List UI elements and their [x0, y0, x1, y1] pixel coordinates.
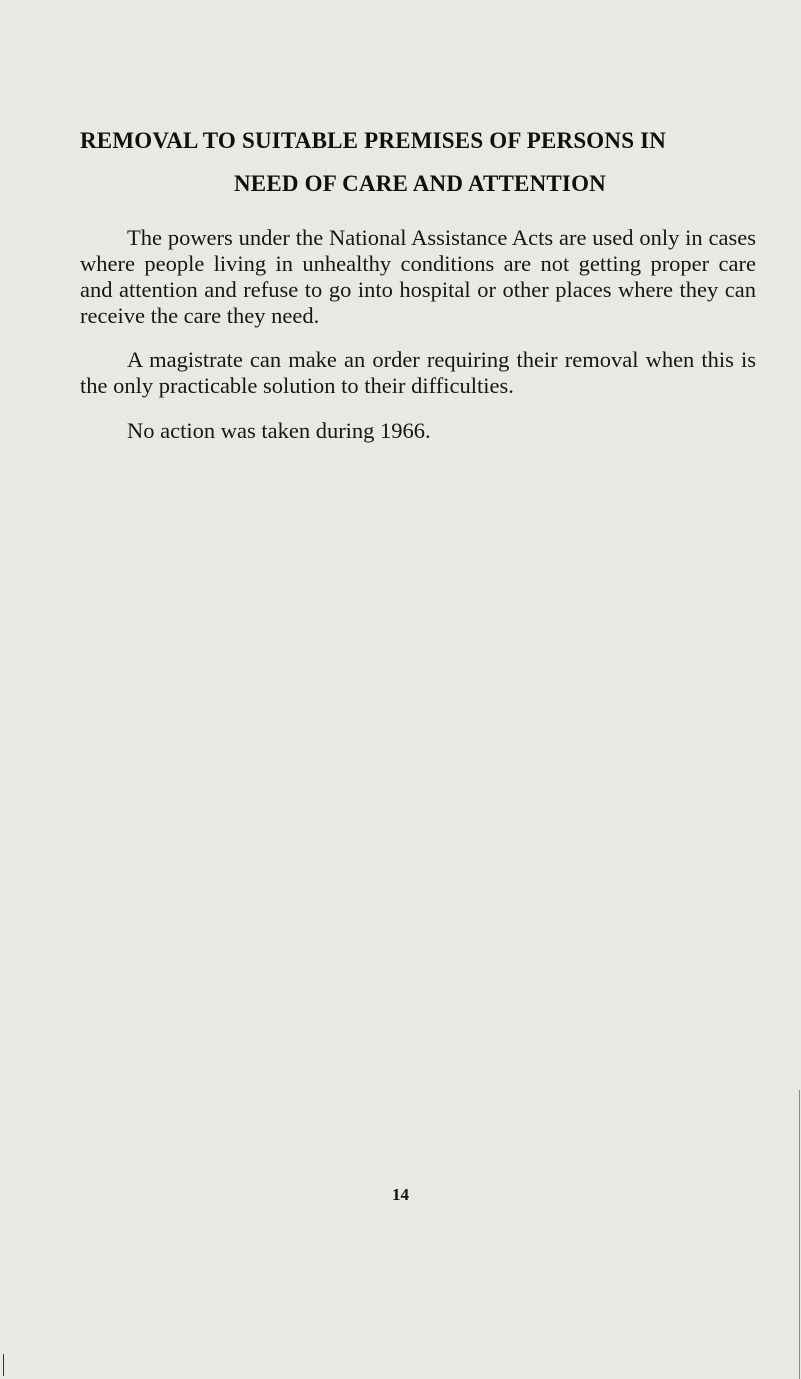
page-number: 14 — [392, 1185, 409, 1204]
scan-edge-line — [799, 1090, 800, 1379]
scan-corner-mark — [3, 1354, 4, 1376]
paragraph-magistrate: A magistrate can make an order requiring their removal when this is the only practicable solution to their difficulties. — [80, 347, 756, 398]
section-heading-line-1: REMOVAL TO SUITABLE PREMISES OF PERSONS IN — [80, 128, 667, 153]
paragraph-powers: The powers under the National Assistance Acts are used only in cases where people living in unhealthy conditions are not getting proper care and attention and refuse to go into hospital or other places where they can receive the care they need. — [80, 225, 756, 328]
section-heading-line-2: NEED OF CARE AND ATTENTION — [234, 171, 606, 196]
paragraph-no-action: No action was taken during 1966. — [127, 418, 431, 443]
